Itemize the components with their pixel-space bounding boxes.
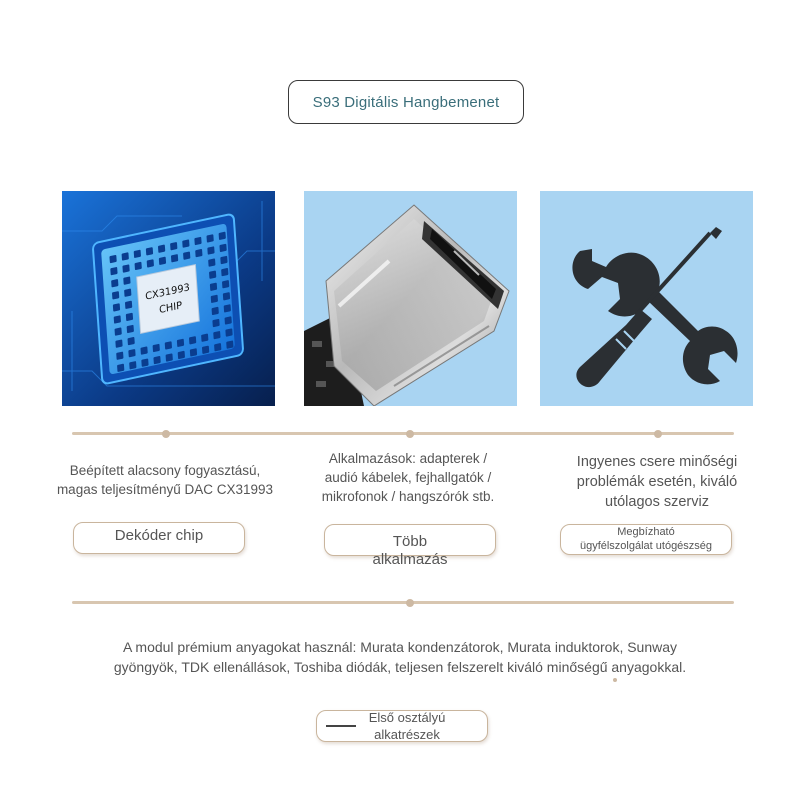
chip-label-line2: CHIP bbox=[158, 300, 183, 317]
chip-pin bbox=[158, 244, 165, 253]
column-1-description bbox=[30, 461, 300, 499]
page-title-text: S93 Digitális Hangbemenet bbox=[312, 93, 500, 111]
chip-pin bbox=[159, 257, 166, 266]
chip-pin bbox=[195, 249, 202, 258]
chip-pin bbox=[113, 303, 120, 312]
footer-line2: gyöngyök, TDK ellenállások, Toshiba diódák, teljesen felszerelt kiváló minőségű anyagokkal. bbox=[113, 659, 687, 675]
chip-pin bbox=[222, 280, 229, 289]
chip-pin bbox=[146, 247, 153, 256]
chip-pin bbox=[147, 259, 154, 268]
chip-pin bbox=[116, 351, 123, 360]
column-3-desc-line2: problémák esetén, kiváló bbox=[576, 474, 738, 490]
reliable-service-label bbox=[560, 525, 732, 553]
chip-pin bbox=[219, 244, 226, 253]
chip-pin bbox=[126, 313, 133, 322]
chip-pin bbox=[127, 325, 134, 334]
chip-pin bbox=[109, 255, 116, 264]
chip-pin bbox=[124, 288, 131, 297]
more-applications-line1: Több bbox=[392, 533, 428, 550]
chip-pin bbox=[219, 232, 226, 241]
reliable-service-line2: ügyfélszolgálat utógészség bbox=[579, 540, 713, 552]
chip-pin bbox=[209, 270, 216, 279]
chip-pin bbox=[153, 356, 160, 365]
chip-pin bbox=[194, 237, 201, 246]
chip-pin bbox=[210, 283, 217, 292]
chip-pin bbox=[211, 295, 218, 304]
chip-pin bbox=[117, 364, 124, 373]
chip-pin bbox=[170, 242, 177, 251]
chip-pin bbox=[135, 262, 142, 271]
more-applications-label bbox=[324, 533, 496, 569]
column-2-desc-line3: mikrofonok / hangszórók stb. bbox=[321, 489, 495, 504]
decoder-chip-label: Dekóder chip bbox=[114, 527, 204, 544]
column-2-desc-line2: audió kábelek, fejhallgatók / bbox=[324, 470, 492, 485]
chip-pin bbox=[214, 343, 221, 352]
chip-pin bbox=[129, 361, 136, 370]
chip-pin bbox=[153, 344, 160, 353]
first-class-components-line1: Első osztályú bbox=[368, 710, 446, 725]
chip-pin bbox=[224, 316, 231, 325]
chip-pin bbox=[201, 333, 208, 342]
upper-divider bbox=[72, 432, 734, 435]
upper-divider-dot bbox=[654, 430, 662, 438]
chip-pin bbox=[190, 348, 197, 357]
chip-pin bbox=[114, 315, 121, 324]
chip-pin bbox=[223, 292, 230, 301]
chip-pin bbox=[127, 337, 134, 346]
chip-pin bbox=[221, 268, 228, 277]
chip-pin bbox=[171, 254, 178, 263]
reliable-service-line1: Megbízható bbox=[617, 526, 675, 538]
chip-pin bbox=[166, 353, 173, 362]
chip-pin bbox=[134, 250, 141, 259]
footer-description bbox=[40, 637, 760, 677]
chip-pin bbox=[122, 264, 129, 273]
footer-line1: A modul prémium anyagokat használ: Murata kondenzátorok, Murata induktorok, Sunway bbox=[122, 639, 678, 655]
chip-pin bbox=[183, 251, 190, 260]
chip-pin bbox=[122, 252, 129, 261]
chip-pin bbox=[224, 304, 231, 313]
chip-pin bbox=[141, 358, 148, 367]
chip-pin bbox=[178, 351, 185, 360]
chip-pin bbox=[213, 331, 220, 340]
tools-panel bbox=[540, 191, 753, 406]
column-1-desc-line1: Beépített alacsony fogyasztású, bbox=[69, 463, 261, 478]
chip-pin bbox=[202, 346, 209, 355]
column-2-description bbox=[282, 449, 534, 506]
chip-pin bbox=[125, 301, 132, 310]
chip-pin bbox=[208, 258, 215, 267]
first-class-components-label bbox=[326, 709, 488, 743]
upper-divider-dot bbox=[406, 430, 414, 438]
chip-pin bbox=[220, 256, 227, 265]
lower-divider bbox=[72, 601, 734, 604]
chip-pin bbox=[110, 267, 117, 276]
chip-pin bbox=[182, 239, 189, 248]
chip-pin bbox=[115, 339, 122, 348]
chip-pin bbox=[226, 340, 233, 349]
chip-panel bbox=[62, 191, 275, 406]
connector-panel bbox=[304, 191, 517, 406]
column-2-desc-line1: Alkalmazások: adapterek / bbox=[328, 451, 488, 466]
chip-pin bbox=[177, 339, 184, 348]
chip-pin bbox=[206, 234, 213, 243]
chip-pin bbox=[212, 319, 219, 328]
chip-label-line1: CX31993 bbox=[144, 282, 191, 303]
column-3-desc-line3: utólagos szerviz bbox=[605, 494, 709, 510]
chip-pin bbox=[123, 276, 130, 285]
chip-pin bbox=[111, 279, 118, 288]
chip-pin bbox=[207, 246, 214, 255]
lower-divider-dot bbox=[406, 599, 414, 607]
column-3-desc-line1: Ingyenes csere minőségi bbox=[576, 454, 738, 470]
column-3-description bbox=[528, 452, 786, 512]
page-title bbox=[288, 80, 524, 124]
footer-dot bbox=[613, 678, 617, 682]
chip-pin bbox=[225, 328, 232, 337]
upper-divider-dot bbox=[162, 430, 170, 438]
first-class-components-line2: alkatrészek bbox=[374, 727, 440, 742]
chip-pin bbox=[112, 291, 119, 300]
chip-pin bbox=[165, 341, 172, 350]
wrench-screwdriver-icon bbox=[540, 191, 753, 406]
more-applications-line2: alkalmazás bbox=[372, 551, 448, 568]
column-1-desc-line2: magas teljesítményű DAC CX31993 bbox=[56, 482, 274, 497]
chip-pin bbox=[140, 346, 147, 355]
usb-c-connector-icon bbox=[304, 191, 517, 406]
chip-pin bbox=[128, 349, 135, 358]
chip-pin bbox=[212, 307, 219, 316]
chip-pin bbox=[114, 327, 121, 336]
chip-pin bbox=[189, 336, 196, 345]
chip-icon bbox=[62, 191, 275, 406]
